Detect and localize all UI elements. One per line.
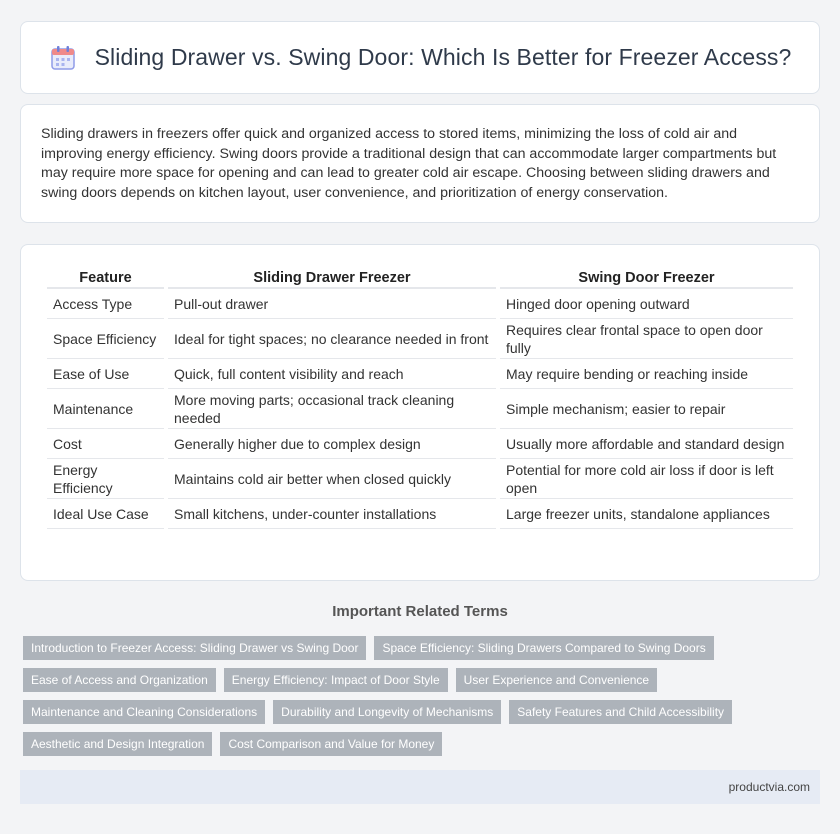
intro-card (20, 104, 820, 223)
related-term-tag[interactable]: Ease of Access and Organization (23, 668, 216, 692)
table-cell: Usually more affordable and standard design (500, 429, 793, 459)
table-header-row (47, 265, 793, 289)
table-cell: Hinged door opening outward (500, 289, 793, 319)
table-cell: Access Type (47, 289, 164, 319)
table-cell: May require bending or reaching inside (500, 359, 793, 389)
related-term-tag[interactable]: Maintenance and Cleaning Considerations (23, 700, 265, 724)
table-row (47, 359, 793, 389)
table-cell: Potential for more cold air loss if door is left open (500, 459, 793, 499)
page-title: Sliding Drawer vs. Swing Door: Which Is Better for Freezer Access? (94, 44, 792, 70)
related-term-tag[interactable]: Durability and Longevity of Mechanisms (273, 700, 501, 724)
related-term-tag[interactable]: Safety Features and Child Accessibility (509, 700, 732, 724)
table-cell: Pull-out drawer (168, 289, 496, 319)
footer-bar (20, 770, 820, 804)
table-cell: Energy Efficiency (47, 459, 164, 499)
related-term-tag[interactable]: User Experience and Convenience (456, 668, 657, 692)
table-cell: Simple mechanism; easier to repair (500, 389, 793, 429)
table-cell: Space Efficiency (47, 319, 164, 359)
column-header: Feature (47, 265, 164, 289)
table-cell: More moving parts; occasional track cleaning needed (168, 389, 496, 429)
related-term-tag[interactable]: Space Efficiency: Sliding Drawers Compared to Swing Doors (374, 636, 713, 660)
site-name[interactable]: productvia.com (728, 780, 810, 794)
related-term-tag[interactable]: Introduction to Freezer Access: Sliding Drawer vs Swing Door (23, 636, 366, 660)
table-cell: Maintenance (47, 389, 164, 429)
related-terms-title: Important Related Terms (332, 603, 508, 620)
comparison-table (43, 265, 797, 529)
intro-paragraph: Sliding drawers in freezers offer quick and organized access to stored items, minimizing the loss of cold air and improving energy efficiency. Swing doors provide a traditional design that can accommodate larger compartments but may require more space for opening and can lead to greater cold air escape. Choosing between sliding drawers and swing doors depends on kitchen layout, user convenience, and prioritization of energy conservation. (41, 126, 777, 201)
table-row (47, 319, 793, 359)
related-term-tag[interactable]: Energy Efficiency: Impact of Door Style (224, 668, 448, 692)
table-cell: Requires clear frontal space to open door fully (500, 319, 793, 359)
table-row (47, 289, 793, 319)
comparison-table-card (20, 244, 820, 581)
table-row (47, 459, 793, 499)
table-cell: Maintains cold air better when closed quickly (168, 459, 496, 499)
related-term-tag[interactable]: Cost Comparison and Value for Money (220, 732, 442, 756)
table-row (47, 429, 793, 459)
table-cell: Generally higher due to complex design (168, 429, 496, 459)
table-cell: Ease of Use (47, 359, 164, 389)
table-cell: Large freezer units, standalone appliances (500, 499, 793, 529)
table-cell: Small kitchens, under-counter installations (168, 499, 496, 529)
table-cell: Quick, full content visibility and reach (168, 359, 496, 389)
calendar-icon (49, 44, 77, 72)
related-terms-tags (23, 636, 823, 764)
related-term-tag[interactable]: Aesthetic and Design Integration (23, 732, 212, 756)
column-header: Swing Door Freezer (500, 265, 793, 289)
table-row (47, 389, 793, 429)
column-header: Sliding Drawer Freezer (168, 265, 496, 289)
header-card (20, 21, 820, 94)
table-row (47, 499, 793, 529)
table-cell: Ideal Use Case (47, 499, 164, 529)
table-cell: Ideal for tight spaces; no clearance needed in front (168, 319, 496, 359)
table-cell: Cost (47, 429, 164, 459)
